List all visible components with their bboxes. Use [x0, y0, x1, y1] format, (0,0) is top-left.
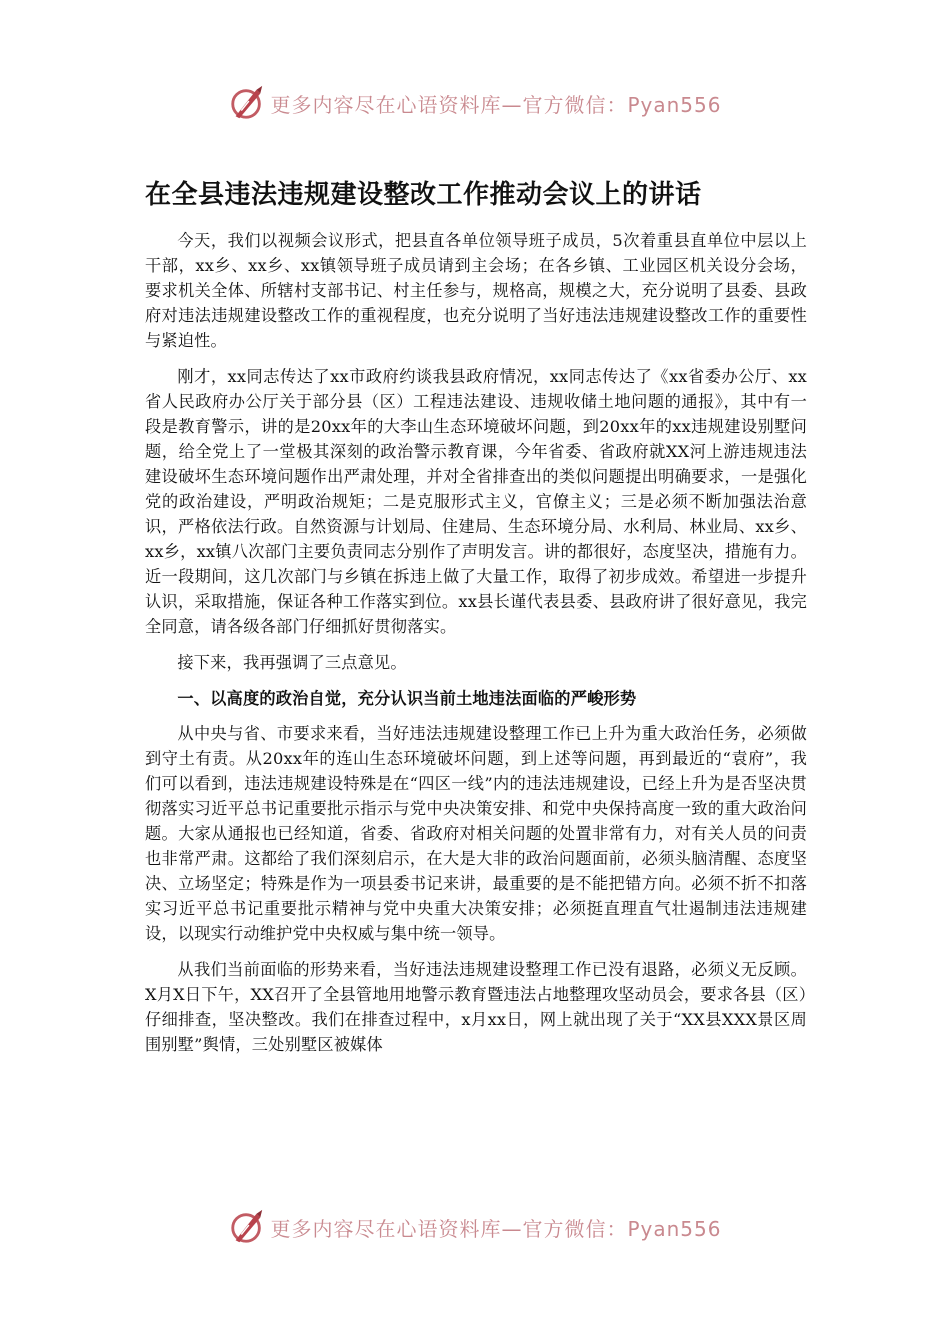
header-banner — [0, 84, 950, 122]
paragraph-intro: 今天，我们以视频会议形式，把县直各单位领导班子成员，5次着重县直单位中层以上干部，xx乡、xx乡、xx镇领导班子成员请到主会场；在各乡镇、工业园区机关设分会场，要求机关全体、所辖村支部书记、村主任参与，规格高，规模之大，充分说明了县委、县政府对违法违规建设整改工作的重视程度，也充分说明了当好违法违规建设整改工作的重要性与紧迫性。 — [145, 231, 807, 350]
footer-banner — [0, 1208, 950, 1246]
quill-logo-icon — [228, 1208, 266, 1246]
document-body — [145, 228, 807, 1068]
banner-text: 更多内容尽在心语资料库—官方微信：Pyan556 — [270, 92, 722, 117]
banner-text: 更多内容尽在心语资料库—官方微信：Pyan556 — [270, 1216, 722, 1241]
quill-logo-icon — [228, 84, 266, 122]
paragraph-section1-a: 从中央与省、市要求来看，当好违法违规建设整理工作已上升为重大政治任务，必须做到守土有责。从20xx年的连山生态环境破坏问题，到上述等问题，再到最近的“袁府”，我们可以看到，违法违规建设特殊是在“四区一线”内的违法违规建设，已经上升为是否坚决贯彻落实习近平总书记重要批示指示与党中央决策安排、和党中央保持高度一致的重大政治问题。大家从通报也已经知道，省委、省政府对相关问题的处置非常有力，对有关人员的问责也非常严肃。这都给了我们深刻启示，在大是大非的政治问题面前，必须头脑清醒、态度坚决、立场坚定；特殊是作为一项县委书记来讲，最重要的是不能把错方向。必须不折不扣落实习近平总书记重要批示精神与党中央重大决策安排；必须挺直理直气壮遏制违法违规建设，以现实行动维护党中央权威与集中统一领导。 — [145, 724, 807, 943]
paragraph-transition: 接下来，我再强调了三点意见。 — [177, 653, 407, 672]
paragraph-recap: 刚才，xx同志传达了xx市政府约谈我县政府情况，xx同志传达了《xx省委办公厅、xx省人民政府办公厅关于部分县（区）工程违法建设、违规收储土地问题的通报》，其中有一段是教育警示，讲的是20xx年的大李山生态环境破坏问题，到20xx年的xx违规建设别墅问题，给全党上了一堂极其深刻的政治警示教育课，今年省委、省政府就XX河上游违规违法建设破坏生态环境问题作出严肃处理，并对全省排查出的类似问题提出明确要求，一是强化党的政治建设，严明政治规矩；二是克服形式主义，官僚主义；三是必须不断加强法治意识，严格依法行政。自然资源与计划局、住建局、生态环境分局、水利局、林业局、xx乡、xx乡，xx镇八次部门主要负责同志分别作了声明发言。讲的都很好，态度坚决，措施有力。近一段期间，这几次部门与乡镇在拆违上做了大量工作，取得了初步成效。希望进一步提升认识，采取措施，保证各种工作落实到位。xx县长谨代表县委、县政府讲了很好意见，我完全同意，请各级各部门仔细抓好贯彻落实。 — [145, 367, 807, 636]
section-heading-1: 一、以高度的政治自觉，充分认识当前土地违法面临的严峻形势 — [177, 689, 637, 708]
document-title: 在全县违法违规建设整改工作推动会议上的讲话 — [145, 180, 702, 210]
paragraph-section1-b: 从我们当前面临的形势来看，当好违法违规建设整理工作已没有退路，必须义无反顾。X月X日下午，XX召开了全县管地用地警示教育暨违法占地整理攻坚动员会，要求各县（区）仔细排查，坚决整改。我们在排查过程中，x月xx日，网上就出现了关于“XX县XXX景区周围别墅”舆情，三处别墅区被媒体 — [145, 960, 807, 1054]
